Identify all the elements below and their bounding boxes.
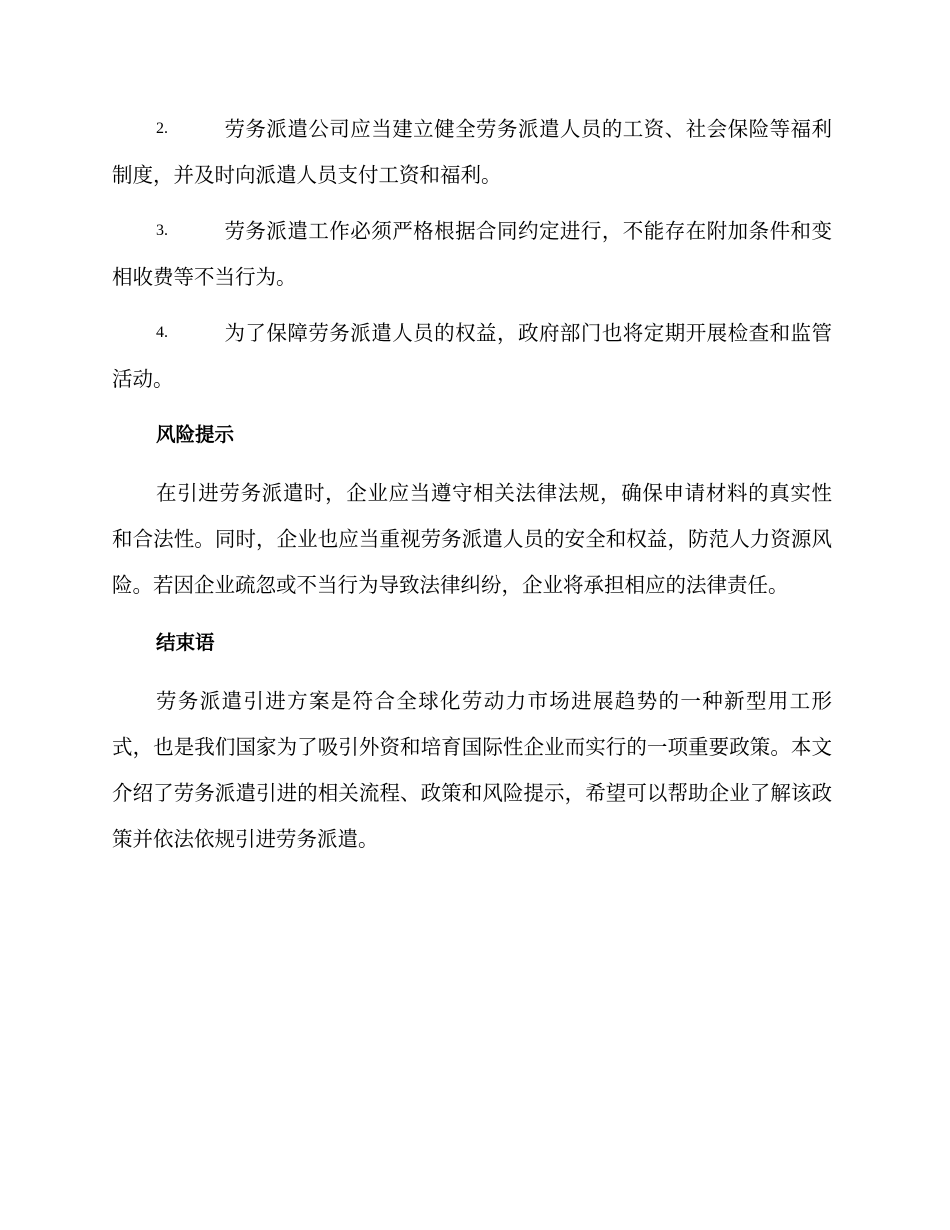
document-page — [112, 106, 832, 874]
list-item-number: 2. — [156, 120, 168, 137]
list-item — [112, 106, 832, 198]
conclusion-paragraph: 劳务派遣引进方案是符合全球化劳动力市场进展趋势的一种新型用工形式，也是我们国家为了吸引外资和培育国际性企业而实行的一项重要政策。本文介绍了劳务派遣引进的相关流程、政策和风险提示，希望可以帮助企业了解该政策并依法依规引进劳务派遣。 — [112, 689, 832, 851]
list-item-number: 4. — [156, 324, 168, 341]
risk-paragraph: 在引进劳务派遣时，企业应当遵守相关法律法规，确保申请材料的真实性和合法性。同时，企业也应当重视劳务派遣人员的安全和权益，防范人力资源风险。若因企业疏忽或不当行为导致法律纠纷，企业将承担相应的法律责任。 — [112, 481, 832, 597]
risk-heading: 风险提示 — [156, 423, 235, 446]
list-item-text: 劳务派遣公司应当建立健全劳务派遣人员的工资、社会保险等福利制度，并及时向派遣人员支付工资和福利。 — [112, 117, 832, 187]
list-item — [112, 310, 832, 402]
list-item-text: 劳务派遣工作必须严格根据合同约定进行，不能存在附加条件和变相收费等不当行为。 — [112, 219, 832, 289]
conclusion-heading: 结束语 — [156, 631, 215, 654]
list-item-number: 3. — [156, 222, 168, 239]
list-item-text: 为了保障劳务派遣人员的权益，政府部门也将定期开展检查和监管活动。 — [112, 321, 832, 391]
list-item — [112, 208, 832, 300]
